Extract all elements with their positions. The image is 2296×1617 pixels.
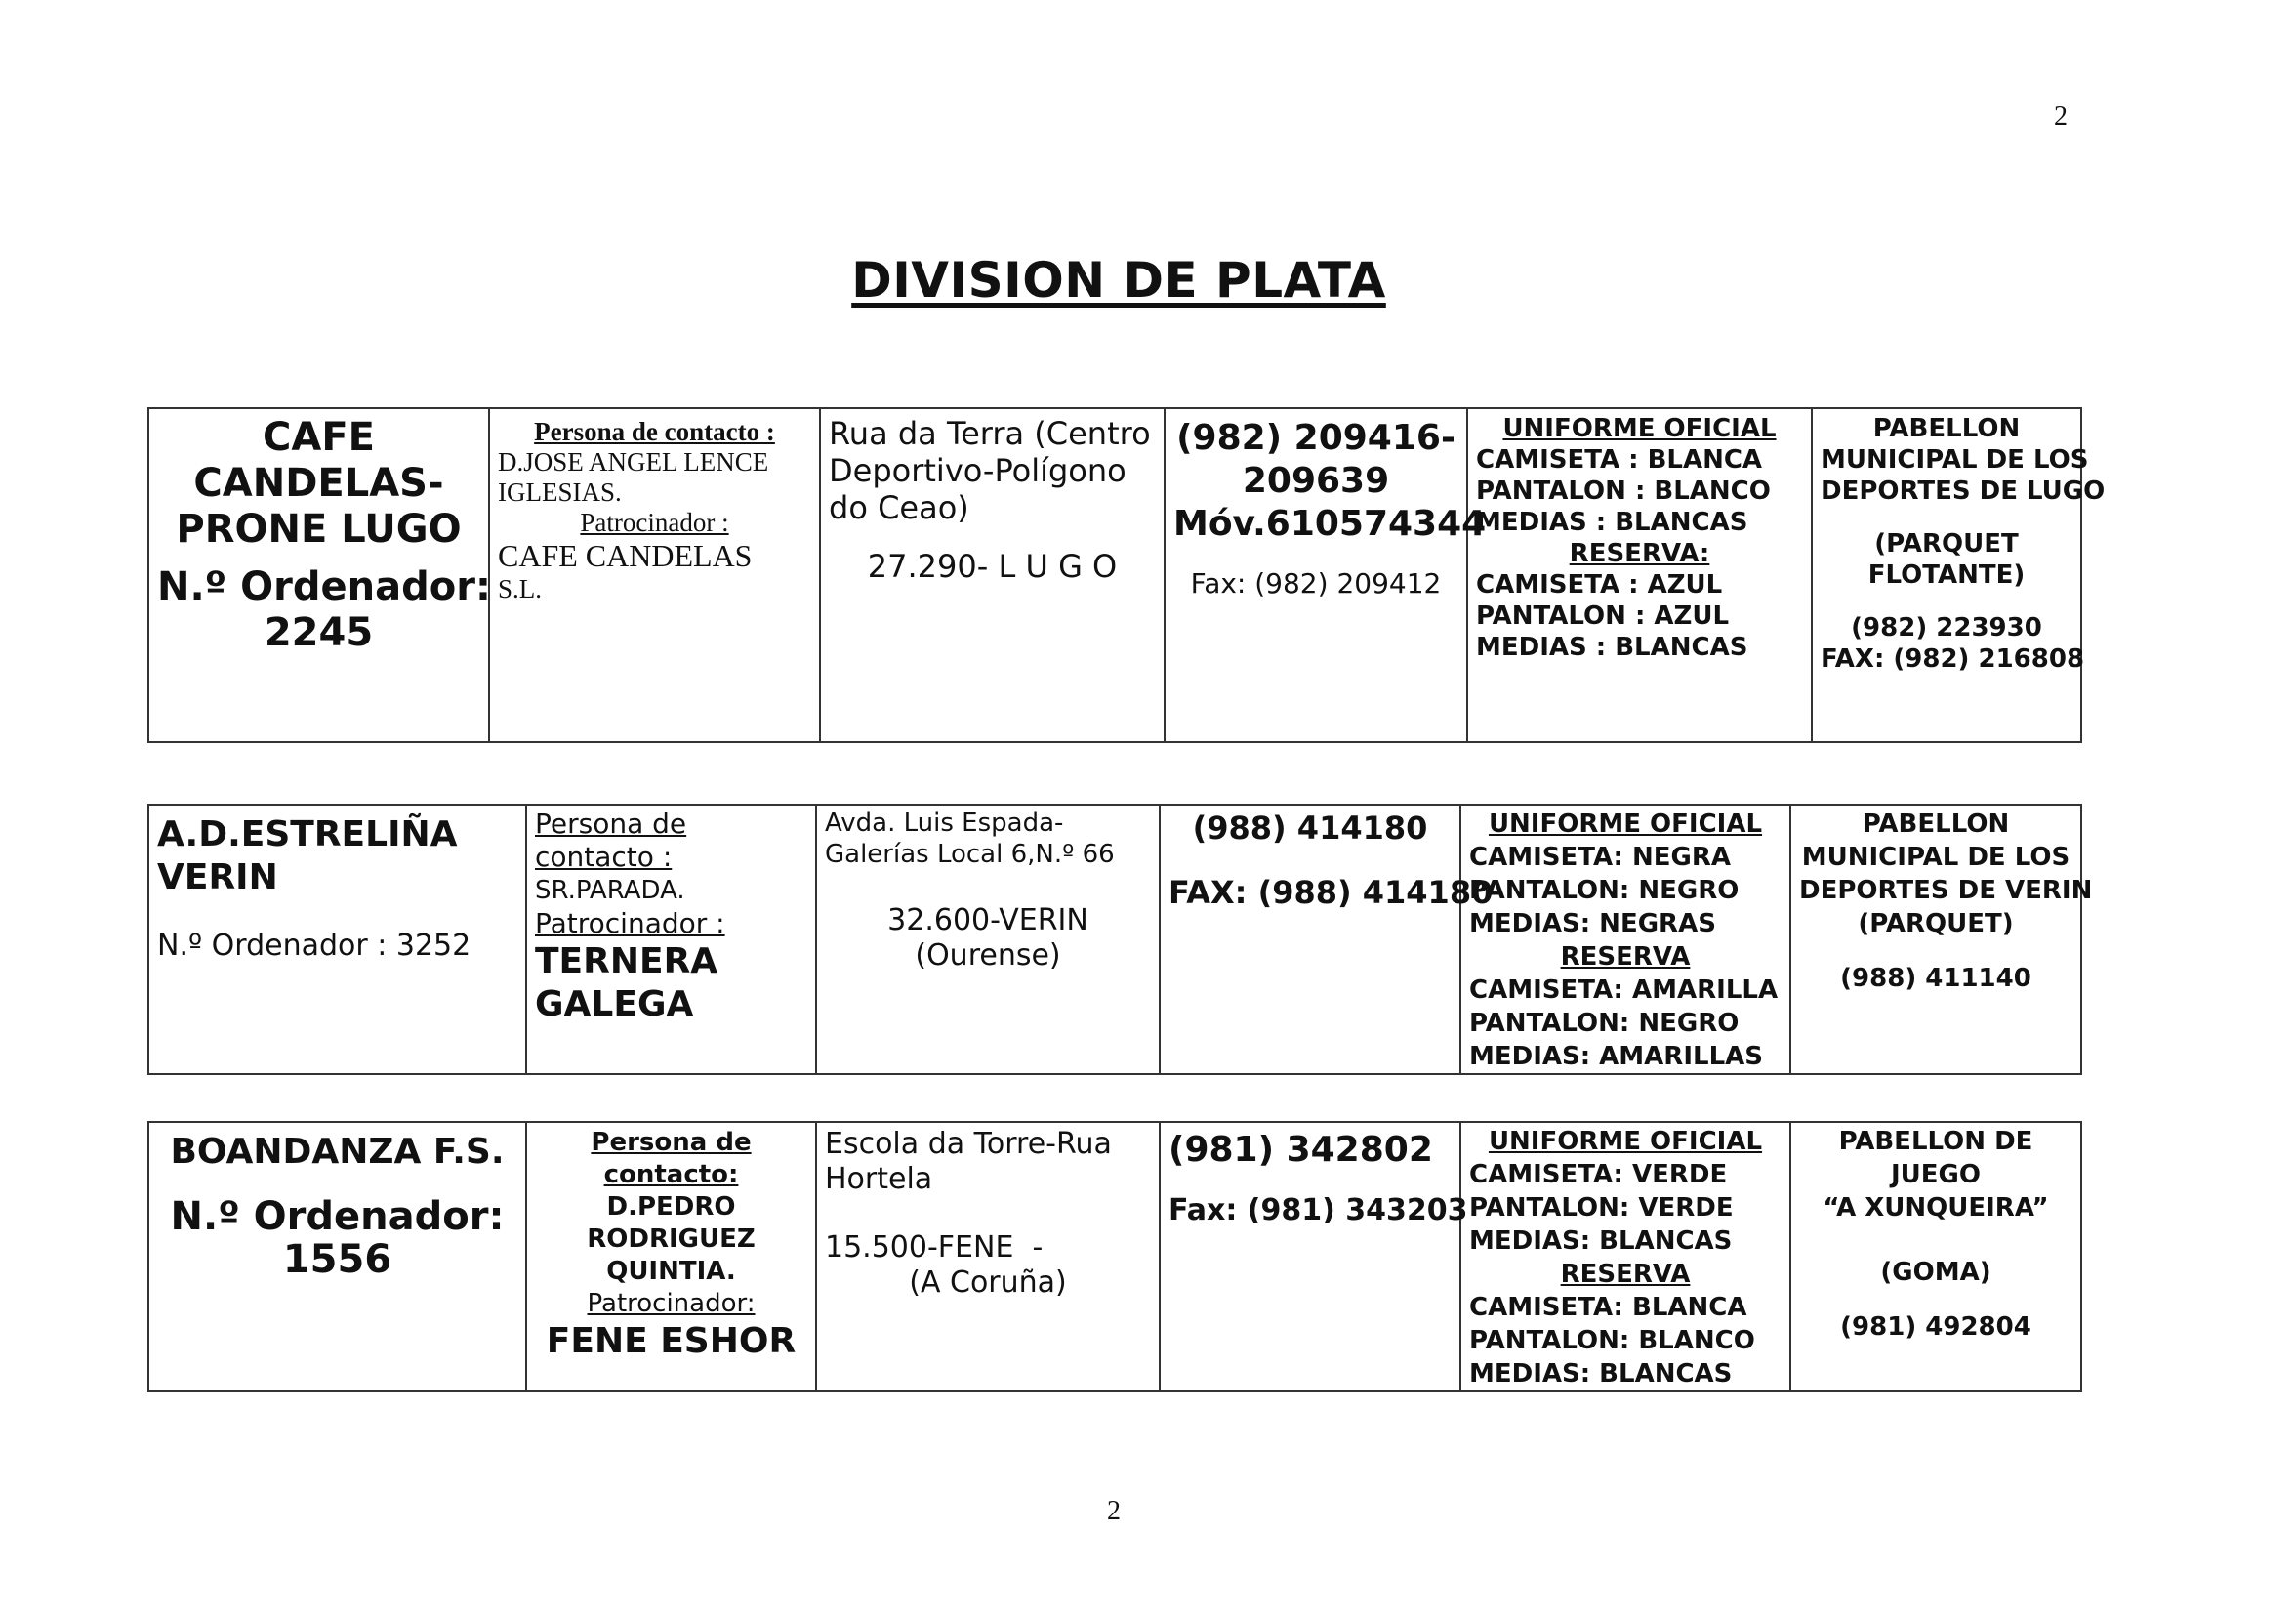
contact-cell [526,1122,816,1391]
sponsor-name: TERNERA [535,941,718,981]
postal-code: 32.600-VERIN [887,903,1088,937]
venue-fax: FAX: (982) 216808 [1821,644,2085,674]
postal-province: (Ourense) [915,938,1061,973]
reserve-label: RESERVA [1560,1260,1691,1289]
address-cell [816,1122,1160,1391]
venue-line: JUEGO [1891,1160,1981,1189]
reserve-item: PANTALON : AZUL [1476,601,1730,631]
club-name-cell [148,1122,526,1391]
fax-number: Fax: (981) 343203 [1168,1193,1468,1227]
club-table-cafe-candelas [147,407,2106,743]
mobile-phone: Móv.610574344 [1173,504,1487,544]
contact-label: Persona de contacto : [534,417,775,446]
phone-line: (981) 342802 [1168,1130,1433,1170]
table-row [148,1122,2081,1391]
uniform-label: UNIFORME OFICIAL [1502,414,1777,443]
venue-line: “A XUNQUEIRA” [1823,1193,2049,1223]
club-name-line: A.D.ESTRELIÑA [157,814,458,854]
address-line: Deportivo-Polígono [829,452,1127,489]
reserve-item: CAMISETA : AZUL [1476,570,1723,600]
club-name-line: VERIN [157,857,278,897]
venue-phone: (982) 223930 [1851,613,2042,643]
phone-cell [1165,408,1487,742]
ordenador-label: N.º Ordenador: [157,564,491,609]
address-line: Avda. Luis Espada- [825,808,1064,838]
address-line: Hortela [825,1162,933,1196]
surface-line: FLOTANTE) [1867,560,2026,590]
reserve-item: PANTALON: BLANCO [1469,1326,1755,1355]
uniform-cell [1467,408,1812,742]
ordenador-number: 1556 [282,1237,392,1282]
uniform-item: MEDIAS : BLANCAS [1476,508,1748,537]
surface-line: (PARQUET [1874,529,2019,559]
venue-phone: (981) 492804 [1840,1312,2031,1342]
contact-name: IGLESIAS. [498,477,622,507]
uniform-item: MEDIAS: BLANCAS [1469,1226,1733,1256]
address-line: Rua da Terra (Centro [829,415,1151,452]
phone-line: (988) 414180 [1192,809,1428,847]
club-name-cell [148,408,489,742]
contact-label: Persona de [591,1128,752,1157]
uniform-item: MEDIAS: NEGRAS [1469,909,1716,938]
uniform-label: UNIFORME OFICIAL [1488,1127,1763,1156]
uniform-item: PANTALON: VERDE [1469,1193,1734,1223]
sponsor-label: Patrocinador : [535,907,725,939]
page-title: DIVISION DE PLATA [851,252,1386,309]
postal-province: (A Coruña) [909,1265,1067,1300]
venue-cell [1790,805,2093,1074]
venue-line: MUNICIPAL DE LOS [1821,445,2089,475]
fax-number: Fax: (982) 209412 [1190,567,1442,600]
postal-code: 15.500-FENE - [825,1230,1044,1265]
address-cell [816,805,1160,1074]
contact-label: contacto : [535,841,673,873]
venue-cell [1812,408,2106,742]
venue-line: PABELLON DE [1838,1127,2033,1156]
reserve-item: MEDIAS: BLANCAS [1469,1359,1733,1389]
uniform-item: CAMISETA: NEGRA [1469,843,1732,872]
address-line: Galerías Local 6,N.º 66 [825,840,1115,869]
contact-cell [526,805,816,1074]
uniform-cell [1460,1122,1790,1391]
venue-line: DEPORTES DE VERIN [1799,876,2093,905]
table-row [148,805,2081,1074]
club-table-estrelina-verin [147,804,2093,1075]
reserve-item: MEDIAS: AMARILLAS [1469,1042,1763,1071]
ordenador-label: N.º Ordenador: [170,1194,505,1239]
page-number-bottom: 2 [1107,1496,1121,1526]
venue-line: MUNICIPAL DE LOS [1801,843,2070,872]
surface-line: (GOMA) [1880,1258,1991,1287]
address-cell [820,408,1165,742]
contact-name: D.JOSE ANGEL LENCE [498,447,769,477]
reserve-label: RESERVA [1560,942,1691,972]
reserve-item: CAMISETA: BLANCA [1469,1293,1747,1322]
uniform-item: CAMISETA : BLANCA [1476,445,1763,475]
venue-cell [1790,1122,2081,1391]
club-name-line: PRONE LUGO [176,507,462,552]
contact-label: Persona de [535,808,687,840]
contact-name: D.PEDRO [606,1192,736,1222]
sponsor-name: FENE ESHOR [546,1321,797,1361]
phone-line: 209639 [1242,461,1390,501]
club-name-line: BOANDANZA F.S. [170,1132,505,1172]
fax-number: FAX: (988) 414180 [1168,874,1494,911]
ordenador-label: N.º Ordenador : 3252 [157,929,472,963]
venue-line: PABELLON [1862,809,2010,839]
contact-name: RODRIGUEZ [587,1224,756,1254]
uniform-cell [1460,805,1790,1074]
reserve-item: CAMISETA: AMARILLA [1469,975,1779,1005]
phone-line: (982) 209416- [1176,418,1456,458]
phone-cell [1160,805,1494,1074]
address-line: do Ceao) [829,489,969,526]
uniform-item: PANTALON : BLANCO [1476,477,1771,506]
phone-cell [1160,1122,1468,1391]
table-row [148,408,2081,742]
address-line: Escola da Torre-Rua [825,1127,1112,1161]
contact-cell [489,408,820,742]
venue-phone: (988) 411140 [1840,964,2031,993]
reserve-item: PANTALON: NEGRO [1469,1009,1740,1038]
reserve-item: MEDIAS : BLANCAS [1476,633,1748,662]
venue-line: DEPORTES DE LUGO [1821,477,2106,506]
contact-name: QUINTIA. [606,1257,736,1286]
sponsor-name: CAFE CANDELAS [498,538,753,573]
postal-code: 27.290- L U G O [867,548,1118,585]
club-name-cell [148,805,526,1074]
club-name-line: CANDELAS- [193,461,444,506]
sponsor-name: GALEGA [535,984,694,1024]
club-name-line: CAFE [263,415,375,460]
sponsor-label: Patrocinador : [580,508,729,537]
uniform-item: PANTALON: NEGRO [1469,876,1740,905]
uniform-item: CAMISETA: VERDE [1469,1160,1728,1189]
page-number-top: 2 [2054,102,2068,132]
sponsor-label: Patrocinador: [587,1289,756,1318]
contact-name: SR.PARADA. [535,876,685,905]
venue-line: (PARQUET) [1858,909,2014,938]
venue-line: PABELLON [1872,414,2021,443]
sponsor-name: S.L. [498,574,543,603]
uniform-label: UNIFORME OFICIAL [1488,809,1763,839]
club-table-boandanza [147,1121,2082,1392]
reserve-label: RESERVA: [1569,539,1710,568]
contact-label: contacto: [603,1160,739,1189]
ordenador-number: 2245 [264,610,374,655]
